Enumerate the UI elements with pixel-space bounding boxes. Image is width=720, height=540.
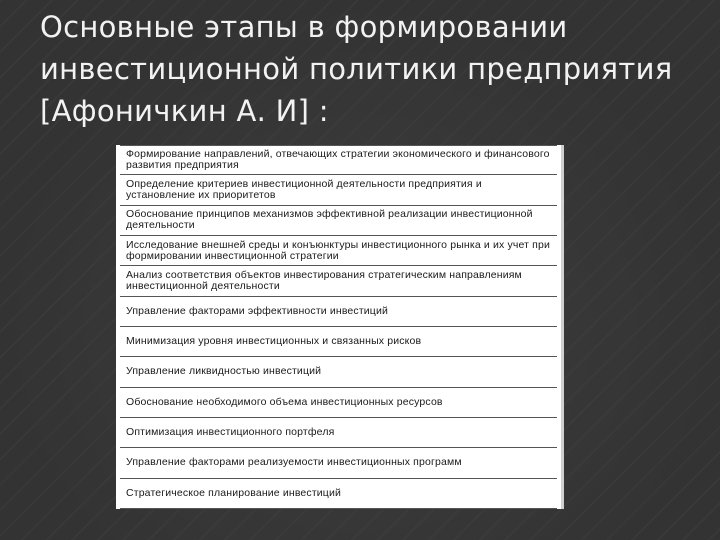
stage-row-9 [120,388,557,418]
stages-list [120,145,557,509]
stage-row-7 [120,327,557,357]
slide-title-line-2: инвестиционной политики предприятия [40,52,673,86]
stage-label: Определение критериев инвестиционной деятельности предприятия и установление их приоритетов [126,177,482,201]
stage-label: Оптимизация инвестиционного портфеля [126,426,335,439]
stage-label: Анализ соответствия объектов инвестирования стратегическим направлениям инвестиционной деятельности [126,268,522,292]
slide-title [40,6,700,132]
stage-row-6 [120,297,557,327]
stage-label: Управление факторами реализуемости инвестиционных программ [126,456,462,469]
stage-label: Обоснование принципов механизмов эффективной реализации инвестиционной деятельности [126,208,533,232]
stage-row-4 [120,236,557,266]
stage-label: Стратегическое планирование инвестиций [126,486,341,499]
slide-title-line-3: [Афоничкин А. И] : [40,94,329,128]
stage-label: Минимизация уровня инвестиционных и связанных рисков [126,335,422,348]
slide-title-line-1: Основные этапы в формировании [40,10,568,44]
stage-row-8 [120,357,557,387]
stages-table [116,145,564,509]
stage-label: Управление ликвидностью инвестиций [126,365,322,378]
stage-row-11 [120,448,557,478]
stage-label: Обоснование необходимого объема инвестиционных ресурсов [126,395,443,408]
stage-row-2 [120,175,557,205]
stage-label: Управление факторами эффективности инвестиций [126,304,388,317]
stage-label: Исследование внешней среды и конъюнктуры инвестиционного рынка и их учет при формировании инвестиционной стратегии [126,238,550,262]
stage-row-5 [120,266,557,296]
stage-row-12 [120,479,557,509]
stage-row-3 [120,206,557,236]
stage-row-10 [120,418,557,448]
stage-row-1 [120,145,557,175]
stage-label: Формирование направлений, отвечающих стратегии экономического и финансового развития предприятия [126,148,550,172]
